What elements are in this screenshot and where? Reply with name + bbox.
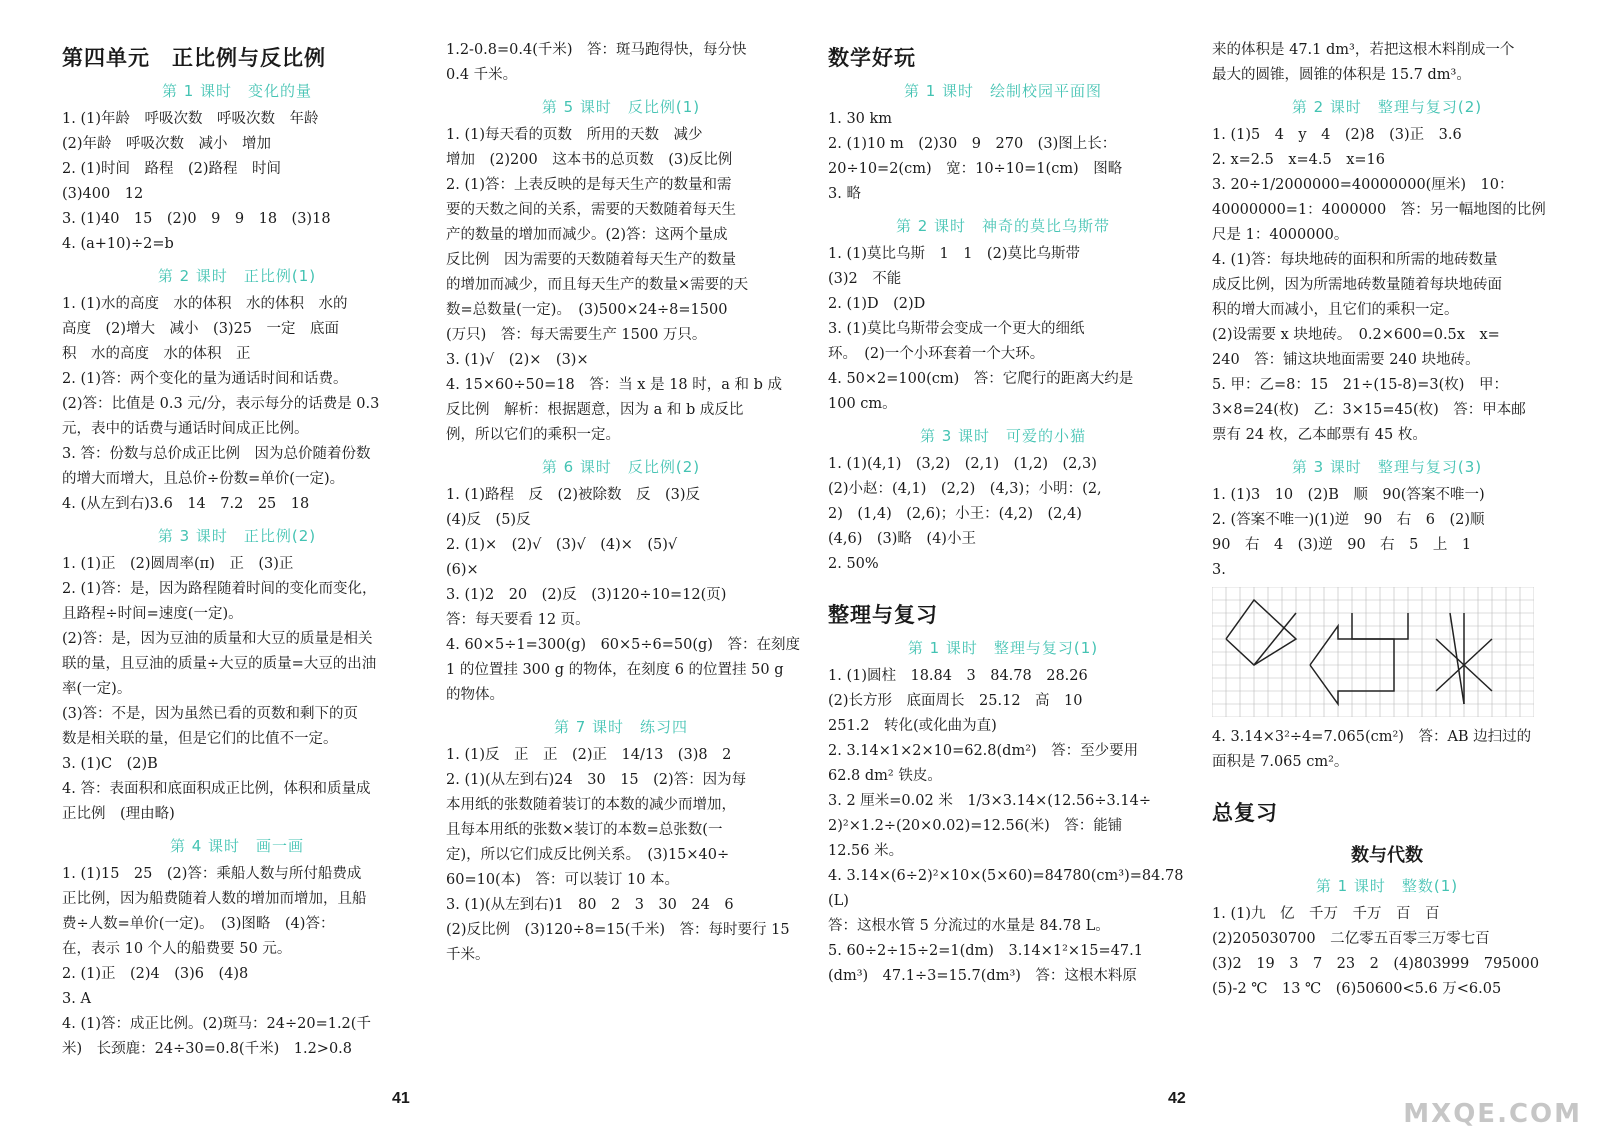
answer-line: (2)长方形 底面周长 25.12 高 10	[828, 693, 1083, 709]
answer-line: 2. 3.14×1×2×10=62.8(dm²) 答：至少要用	[828, 743, 1139, 759]
answer-line: 0.4 千米。	[446, 67, 518, 83]
answer-line: 在，表示 10 个人的船费要 50 元。	[62, 941, 292, 957]
column-3-sections-review	[828, 637, 1184, 989]
answer-line: 5. 甲：乙=8：15 21÷(15-8)=3(枚) 甲：	[1212, 377, 1508, 393]
answer-line: 2. (1)10 m (2)30 9 270 (3)图上长：	[828, 136, 1117, 152]
answer-line: 联的量，且豆油的质量÷大豆的质量=大豆的出油	[62, 656, 377, 672]
answer-line: (2)设需要 x 块地砖。 0.2×600=0.5x x=	[1212, 327, 1500, 343]
answer-line: 3. (1)(从左到右)1 80 2 3 30 24 6	[446, 897, 734, 913]
lesson-heading: 第 6 课时 反比例(2)	[541, 458, 701, 476]
answer-line: 的增加而减少，而且每天生产的数量×需要的天	[446, 277, 749, 293]
lesson-heading: 第 5 课时 反比例(1)	[541, 98, 701, 116]
answer-line: 3. (1)40 15 (2)0 9 9 18 (3)18	[62, 211, 331, 227]
answer-line: 3. (1)2 20 (2)反 (3)120÷10=12(页)	[446, 587, 727, 603]
answer-line: 2) (1,4) (2,6)；小王：(4,2) (2,4)	[828, 506, 1082, 522]
column-2-intro	[446, 38, 796, 88]
answer-line: 率(一定)。	[62, 681, 132, 697]
answer-line: 3. 答：份数与总价成正比例 因为总价随着份数	[62, 446, 371, 462]
page-number-left: 41	[392, 1090, 410, 1107]
answer-line: (2)205030700 二亿零五百零三万零七百	[1212, 931, 1490, 947]
answer-line: 2. (1)D (2)D	[828, 296, 926, 312]
answer-line: 2. (1)(从左到右)24 30 15 (2)答：因为每	[446, 772, 747, 788]
answer-line: 3.	[1212, 562, 1226, 578]
answer-line: 60=10(本) 答：可以装订 10 本。	[446, 872, 680, 888]
answer-line: (3)2 不能	[828, 271, 902, 287]
answer-line: 3. (1)C (2)B	[62, 756, 158, 772]
answer-line: 1. (1)反 正 正 (2)正 14/13 (3)8 2	[446, 747, 732, 763]
answer-line: 4. 60×5÷1=300(g) 60×5÷6=50(g) 答：在刻度	[446, 637, 800, 653]
answer-line: (3)2 19 3 7 23 2 (4)803999 795000	[1212, 956, 1540, 972]
answer-line: (2)小赵：(4,1) (2,2) (4,3)；小明：(2,	[828, 481, 1102, 497]
watermark: MXQE.COM	[1403, 1099, 1582, 1129]
answer-line: 的物体。	[446, 687, 504, 703]
answer-line: 4. (从左到右)3.6 14 7.2 25 18	[62, 496, 310, 512]
answer-line: 40000000=1：4000000 答：另一幅地图的比例	[1212, 202, 1546, 218]
lesson-heading: 第 3 课时 整理与复习(3)	[1291, 458, 1483, 476]
answer-line: 积 水的高度 水的体积 正	[62, 346, 251, 362]
answer-line: 3. 2 厘米=0.02 米 1/3×3.14×(12.56÷3.14÷	[828, 793, 1151, 809]
answer-line: 增加 (2)200 这本书的总页数 (3)反比例	[446, 152, 733, 168]
answer-line: 最大的圆锥，圆锥的体积是 15.7 dm³。	[1212, 67, 1471, 83]
answer-line: 90 右 4 (3)逆 90 右 5 上 1	[1212, 537, 1472, 553]
lesson-heading: 第 1 课时 绘制校园平面图	[903, 82, 1103, 100]
answer-line: 1. (1)路程 反 (2)被除数 反 (3)反	[446, 487, 701, 503]
answer-line: (4)反 (5)反	[446, 512, 531, 528]
answer-line: 4. (a+10)÷2=b	[62, 236, 174, 252]
column-3	[828, 38, 1184, 989]
answer-line: 1. (1)九 亿 千万 千万 百 百	[1212, 906, 1440, 922]
lesson-heading: 第 1 课时 整数(1)	[1315, 877, 1459, 895]
answer-line: (万只) 答：每天需要生产 1500 万只。	[446, 327, 707, 343]
answer-line: 2. (1)答：上表反映的是每天生产的数量和需	[446, 177, 732, 193]
answer-line: 251.2 转化(或化曲为直)	[828, 718, 997, 734]
answer-line: (2)答：比值是 0.3 元/分，表示每分的话费是 0.3	[62, 396, 380, 412]
answer-line: 尺是 1：4000000。	[1212, 227, 1349, 243]
answer-line: 20÷10=2(cm) 宽：10÷10=1(cm) 图略	[828, 161, 1123, 177]
lesson-heading: 第 2 课时 正比例(1)	[157, 267, 317, 285]
answer-line: (dm³) 47.1÷3=15.7(dm³) 答：这根木料原	[828, 968, 1137, 984]
answer-line: 4. 答：表面积和底面积成正比例，体积和质量成	[62, 781, 371, 797]
answer-line: 票有 24 枚，乙本邮票有 45 枚。	[1212, 427, 1427, 443]
answer-line: 费÷人数=单价(一定)。 (3)图略 (4)答：	[62, 916, 335, 932]
answer-line: 定)，所以它们成反比例关系。 (3)15×40÷	[446, 847, 730, 863]
answer-line: 积的增大而减小，且它们的乘积一定。	[1212, 302, 1459, 318]
answer-line: 100 cm。	[828, 396, 897, 412]
answer-line: (L)	[828, 893, 849, 909]
answer-line: 数=总数量(一定)。 (3)500×24÷8=1500	[446, 302, 728, 318]
answer-line: 例，所以它们的乘积一定。	[446, 427, 620, 443]
answer-line: 5. 60÷2÷15÷2=1(dm) 3.14×1²×15=47.1	[828, 943, 1143, 959]
answer-line: (2)答：是，因为豆油的质量和大豆的质量是相关	[62, 631, 373, 647]
answer-line: 4. 15×60÷50=18 答：当 x 是 18 时，a 和 b 成	[446, 377, 783, 393]
answer-line: 3. A	[62, 991, 91, 1007]
answer-line: 环。 (2)一个小环套着一个大环。	[828, 346, 1045, 362]
answer-line: 1 的位置挂 300 g 的物体，在刻度 6 的位置挂 50 g	[446, 662, 784, 678]
answer-line: 2. (1)答：是，因为路程随着时间的变化而变化，	[62, 581, 377, 597]
column-1-sections	[62, 80, 412, 1062]
answer-line: 4. (1)答：每块地砖的面积和所需的地砖数量	[1212, 252, 1498, 268]
answer-line: 千米。	[446, 947, 490, 963]
answer-line: 62.8 dm² 铁皮。	[828, 768, 942, 784]
column-4	[1212, 38, 1562, 1002]
sub-title-numbers-algebra: 数与代数	[1351, 845, 1423, 866]
answer-line: 1. (1)15 25 (2)答：乘船人数与所付船费成	[62, 866, 362, 882]
answer-line: 2)²×1.2÷(20×0.02)=12.56(米) 答：能铺	[828, 818, 1123, 834]
answer-line: 1. (1)每天看的页数 所用的天数 减少	[446, 127, 703, 143]
answer-line: 3. (1)√ (2)× (3)×	[446, 352, 589, 368]
lesson-heading: 第 1 课时 整理与复习(1)	[907, 639, 1099, 657]
answer-line: 1. (1)莫比乌斯 1 1 (2)莫比乌斯带	[828, 246, 1080, 262]
answer-line: 答：这根水管 5 分流过的水量是 84.78 L。	[828, 918, 1110, 934]
answer-line: 来的体积是 47.1 dm³，若把这根木料削成一个	[1212, 42, 1515, 58]
answer-line: 1. (1)年龄 呼吸次数 呼吸次数 年龄	[62, 111, 319, 127]
lesson-heading: 第 7 课时 练习四	[553, 718, 689, 736]
answer-line: 4. 3.14×(6÷2)²×10×(5×60)=84780(cm³)=84.78	[828, 868, 1184, 884]
answer-line: 3. 20÷1/2000000=40000000(厘米) 10：	[1212, 177, 1514, 193]
answer-line: 数是相关联的量，但是它们的比值不一定。	[62, 731, 338, 747]
answer-line: (2)反比例 (3)120÷8=15(千米) 答：每时要行 15	[446, 922, 790, 938]
lesson-heading: 第 2 课时 神奇的莫比乌斯带	[895, 217, 1111, 235]
answer-line: 1. (1)圆柱 18.84 3 84.78 28.26	[828, 668, 1088, 684]
unit-title: 数学好玩	[828, 46, 916, 70]
answer-line: 240 答：铺这块地面需要 240 块地砖。	[1212, 352, 1480, 368]
column-4-sections-review	[1212, 875, 1562, 1002]
answer-line: 产的数量的增加而减少。(2)答：这两个量成	[446, 227, 728, 243]
answer-line: 1. (1)5 4 y 4 (2)8 (3)正 3.6	[1212, 127, 1462, 143]
answer-line: 要的天数之间的关系，需要的天数随着每天生	[446, 202, 736, 218]
answer-line: 正比例，因为船费随着人数的增加而增加，且船	[62, 891, 367, 907]
answer-line: 反比例 因为需要的天数随着每天生产的数量	[446, 252, 736, 268]
transformation-grid-figure	[1212, 587, 1534, 717]
unit-title: 第四单元 正比例与反比例	[62, 46, 326, 70]
answer-line: 3×8=24(枚) 乙：3×15=45(枚) 答：甲本邮	[1212, 402, 1526, 418]
column-4-after-grid	[1212, 725, 1562, 775]
unit-title-review: 整理与复习	[828, 603, 938, 627]
answer-line: (5)-2 ℃ 13 ℃ (6)50600<5.6 万<6.05	[1212, 981, 1502, 997]
answer-line: 且路程÷时间=速度(一定)。	[62, 606, 243, 622]
column-4-sections	[1212, 96, 1562, 583]
page-number-right: 42	[1168, 1090, 1186, 1107]
answer-line: 2. x=2.5 x=4.5 x=16	[1212, 152, 1385, 168]
lesson-heading: 第 3 课时 正比例(2)	[157, 527, 317, 545]
answer-line: 正比例 (理由略)	[62, 806, 175, 822]
answer-line: 2. (1)答：两个变化的量为通话时间和话费。	[62, 371, 348, 387]
answer-line: 的增大而增大，且总价÷份数=单价(一定)。	[62, 471, 345, 487]
answer-line: 3. 略	[828, 186, 861, 202]
answer-line: 4. (1)答：成正比例。(2)斑马：24÷20=1.2(千	[62, 1016, 371, 1032]
answer-line: (3)答：不是，因为虽然已看的页数和剩下的页	[62, 706, 359, 722]
answer-line: 1. 30 km	[828, 111, 893, 127]
lesson-heading: 第 3 课时 可爱的小猫	[919, 427, 1087, 445]
column-2-sections	[446, 96, 800, 968]
answer-line: 1. (1)正 (2)圆周率(π) 正 (3)正	[62, 556, 294, 572]
answer-line: 2. (1)× (2)√ (3)√ (4)× (5)√	[446, 537, 678, 553]
answer-line: 4. 50×2=100(cm) 答：它爬行的距离大约是	[828, 371, 1134, 387]
answer-line: 4. 3.14×3²÷4=7.065(cm²) 答：AB 边扫过的	[1212, 729, 1532, 745]
answer-line: 高度 (2)增大 减小 (3)25 一定 底面	[62, 321, 340, 337]
answer-line: 2. (1)正 (2)4 (3)6 (4)8	[62, 966, 249, 982]
answer-line: (3)400 12	[62, 186, 144, 202]
column-4-intro	[1212, 38, 1562, 88]
answer-line: 2. (答案不唯一)(1)逆 90 右 6 (2)顺	[1212, 512, 1485, 528]
answer-line: 1. (1)(4,1) (3,2) (2,1) (1,2) (2,3)	[828, 456, 1097, 472]
column-2	[446, 38, 800, 968]
answer-line: 1. (1)3 10 (2)B 顺 90(答案不唯一)	[1212, 487, 1485, 503]
answer-line: 1.2-0.8=0.4(千米) 答：斑马跑得快，每分快	[446, 42, 747, 58]
answer-line: 面积是 7.065 cm²。	[1212, 754, 1349, 770]
answer-line: 米) 长颈鹿：24÷30=0.8(千米) 1.2>0.8	[62, 1041, 352, 1057]
unit-title-general-review: 总复习	[1212, 801, 1278, 825]
answer-line: 1. (1)水的高度 水的体积 水的体积 水的	[62, 296, 348, 312]
lesson-heading: 第 2 课时 整理与复习(2)	[1291, 98, 1483, 116]
answer-line: 本用纸的张数随着装订的本数的减少而增加，	[446, 797, 736, 813]
answer-line: 3. (1)莫比乌斯带会变成一个更大的细纸	[828, 321, 1085, 337]
answer-line: 2. 50%	[828, 556, 879, 572]
answer-line: 元，表中的话费与通话时间成正比例。	[62, 421, 309, 437]
answer-line: (2)年龄 呼吸次数 减小 增加	[62, 136, 272, 152]
column-3-sections	[828, 80, 1178, 577]
answer-line: (6)×	[446, 562, 479, 578]
answer-line: (4,6) (3)略 (4)小王	[828, 531, 976, 547]
answer-line: 12.56 米。	[828, 843, 904, 859]
column-1	[62, 38, 412, 1062]
answer-line: 且每本用纸的张数×装订的本数=总张数(一	[446, 822, 723, 838]
answer-line: 成反比例，因为所需地砖数量随着每块地砖面	[1212, 277, 1502, 293]
answer-line: 2. (1)时间 路程 (2)路程 时间	[62, 161, 282, 177]
answer-line: 答：每天要看 12 页。	[446, 612, 590, 628]
lesson-heading: 第 4 课时 画一画	[169, 837, 305, 855]
lesson-heading: 第 1 课时 变化的量	[161, 82, 313, 100]
answer-line: 反比例 解析：根据题意，因为 a 和 b 成反比	[446, 402, 744, 418]
